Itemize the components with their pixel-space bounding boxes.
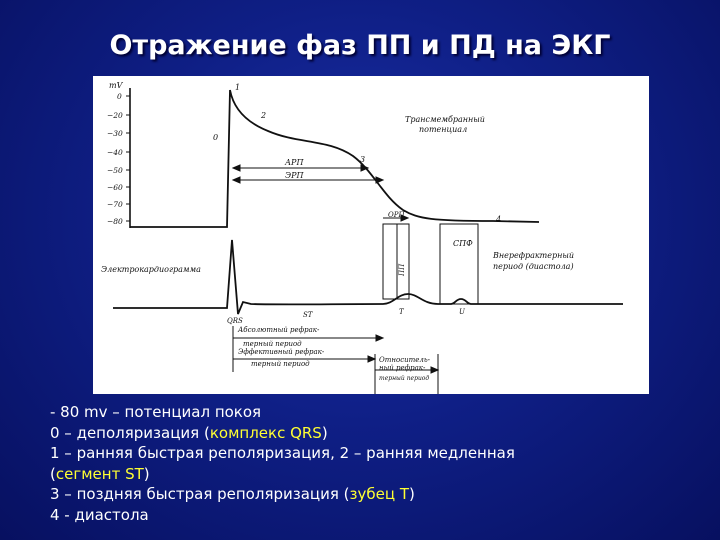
bracket-label-2: терный период (243, 340, 302, 348)
caption-line-4-text: ( (50, 464, 56, 483)
caption-line-2-text: 0 – деполяризация ( (50, 423, 210, 442)
y-tick-0: 0 (117, 92, 122, 101)
phase-label-0: 0 (213, 133, 219, 142)
st-label: ST (303, 311, 313, 319)
erp-label: ЭРП (285, 171, 304, 180)
t-wave-label: T (399, 308, 404, 316)
y-tick-1: −20 (107, 111, 123, 120)
y-tick-6: −70 (107, 200, 123, 209)
phase-label-2: 2 (261, 111, 267, 120)
bracket-label-4: терный период (251, 360, 310, 368)
caption-line-5-text: 3 – поздняя быстрая реполяризация ( (50, 485, 350, 503)
y-unit: mV (109, 81, 123, 90)
st-highlight: сегмент ST (55, 464, 144, 483)
transmembrane-label-1: Трансмембранный (405, 115, 485, 124)
phase-label-4: 4 (496, 215, 502, 224)
bracket-label-3: Эффективный рефрак- (238, 348, 325, 356)
qrs-highlight: комплекс QRS (209, 423, 322, 442)
y-tick-4: −50 (107, 166, 123, 175)
caption (50, 402, 690, 525)
y-tick-2: −30 (107, 129, 123, 138)
arp-label: АРП (285, 158, 304, 167)
nonrefractory-label-2: период (диастола) (493, 262, 574, 271)
bracket-label-1: Абсолютный рефрак- (238, 326, 320, 334)
u-wave-label: U (459, 308, 465, 316)
transmembrane-potential-curve (130, 90, 539, 227)
phase-label-1: 1 (235, 83, 241, 92)
t-wave-highlight: зубец Т (349, 485, 409, 503)
caption-line-4 (50, 464, 690, 485)
ekg-label: Электрокардиограмма (101, 265, 201, 274)
vertical-pp-label: ПП (398, 263, 406, 276)
y-tick-3: −40 (107, 148, 123, 157)
bracket-labels (237, 326, 431, 382)
diagram-svg (93, 76, 649, 394)
caption-line-2 (50, 423, 690, 444)
phase-label-3: 3 (360, 155, 366, 164)
spf-label: СПФ (453, 239, 473, 248)
y-tick-5: −60 (107, 183, 123, 192)
caption-line-4-end: ) (143, 464, 150, 483)
bracket-label-7: терный период (379, 375, 430, 382)
bracket-label-6: ный рефрак- (379, 364, 426, 372)
caption-line-3: 1 – ранняя быстрая реполяризация, 2 – ранняя медленная (50, 444, 515, 462)
nonrefractory-label-1: Внерефрактерный (493, 251, 575, 260)
phase-labels (213, 83, 501, 224)
orp-label: ОРП (388, 211, 405, 219)
caption-line-1: - 80 mv – потенциал покоя (50, 403, 262, 421)
slide-title: Отражение фаз ПП и ПД на ЭКГ (109, 30, 611, 61)
refractory-arrows (233, 165, 408, 221)
y-tick-labels (107, 92, 123, 226)
bracket-label-5: Относитель- (379, 356, 431, 364)
caption-line-6: 4 - диастола (50, 505, 149, 524)
ecg-action-potential-diagram (93, 76, 649, 394)
caption-line-5 (50, 484, 690, 505)
y-tick-7: −80 (107, 217, 123, 226)
transmembrane-label-2: потенциал (419, 125, 468, 134)
qrs-label: QRS (227, 317, 243, 325)
caption-line-5-end: ) (409, 485, 415, 503)
caption-line-2-end: ) (321, 423, 328, 442)
